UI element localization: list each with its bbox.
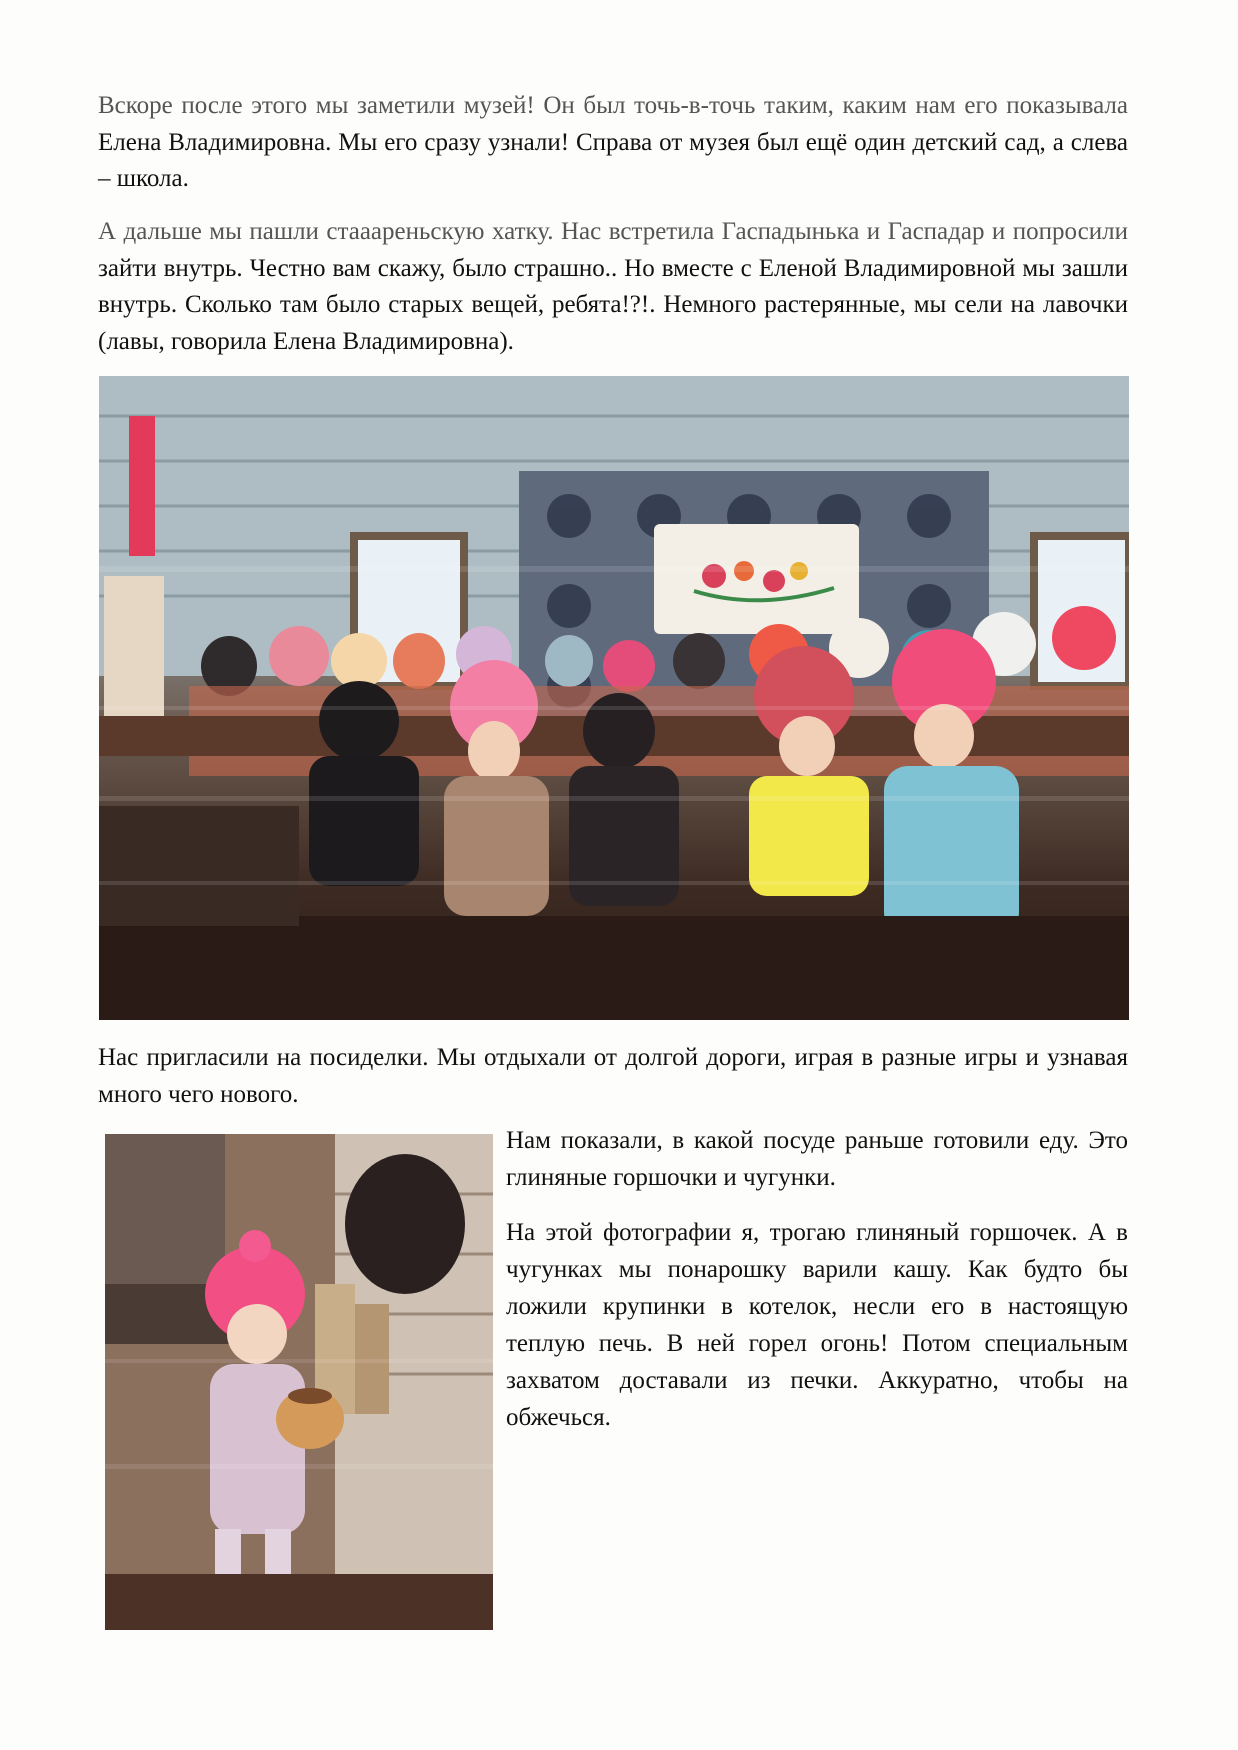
photo-girl-with-pot (105, 1134, 493, 1630)
paragraph-gathering: Нас пригласили на посиделки. Мы отдыхали от долгой дороги, играя в разные игры и узнавая много чего нового. (98, 1044, 1128, 1108)
paragraph-museum: Вскоре после этого мы заметили музей! Он был точь-в-точь таким, каким нам его показывала Елена Владимировна. Мы его сразу узнали! Справа от музея был ещё один детский сад, а слева – школа. (98, 92, 1128, 192)
paragraph-dishes: Нам показали, в какой посуде раньше готовили еду. Это глиняные горшочки и чугунки. (506, 1127, 1128, 1191)
photo-children-in-house (99, 376, 1129, 1020)
paragraph-old-house: А дальше мы пашли стааареньскую хатку. Нас встретила Гаспадынька и Гаспадар и попросили зайти внутрь. Честно вам скажу, было страшно.. Но вместе с Еленой Владимировной мы зашли внутрь. Сколько там было старых вещей, ребята!?!. Немного растерянные, мы сели на лавочки (лавы, говорила Елена Владимировна). (98, 218, 1128, 355)
paragraph-clay-pot: На этой фотографии я, трогаю глиняный горшочек. А в чугунках мы понарошку варили кашу. Как будто бы ложили крупинки в котелок, несли его в настоящую теплую печь. В ней горел огонь! Потом специальным захватом доставали из печки. Аккуратно, чтобы на обжечься. (506, 1219, 1128, 1431)
